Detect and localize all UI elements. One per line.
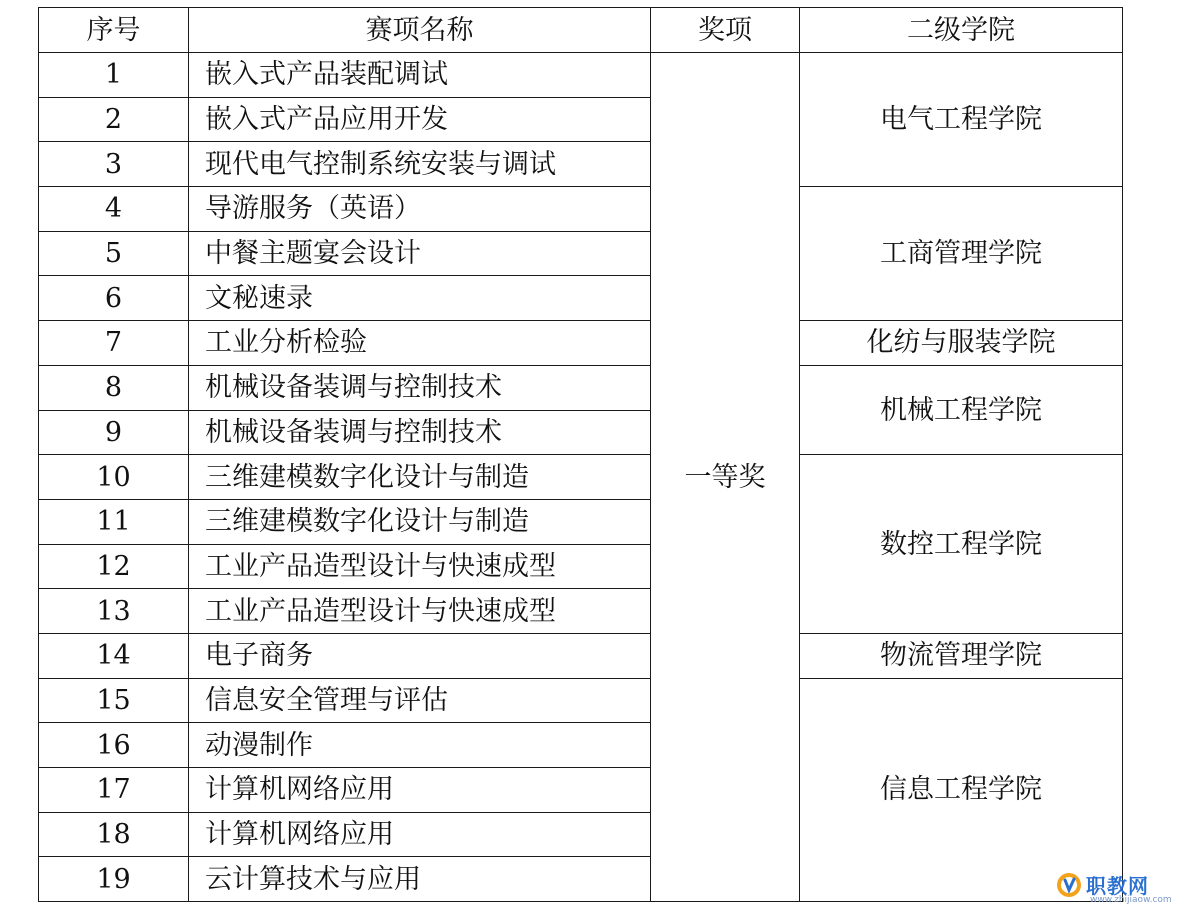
table-row (39, 365, 1123, 410)
event-name: 计算机网络应用 (189, 812, 651, 857)
header-award: 奖项 (651, 8, 800, 53)
table-row (39, 633, 1123, 678)
event-name: 导游服务（英语） (189, 187, 651, 232)
row-number: 16 (39, 723, 189, 768)
header-event-name: 赛项名称 (189, 8, 651, 53)
event-name: 工业分析检验 (189, 321, 651, 366)
brand-logo-icon (1056, 872, 1082, 898)
table-body (39, 53, 1123, 902)
event-name: 工业产品造型设计与快速成型 (189, 589, 651, 634)
watermark-url: www.zhijiaow.com (1090, 895, 1172, 905)
event-name: 现代电气控制系统安装与调试 (189, 142, 651, 187)
event-name: 电子商务 (189, 633, 651, 678)
event-name: 三维建模数字化设计与制造 (189, 455, 651, 500)
college-cell: 机械工程学院 (800, 365, 1123, 454)
row-number: 4 (39, 187, 189, 232)
row-number: 18 (39, 812, 189, 857)
row-number: 10 (39, 455, 189, 500)
event-name: 三维建模数字化设计与制造 (189, 499, 651, 544)
table-row (39, 321, 1123, 366)
row-number: 1 (39, 53, 189, 98)
event-name: 文秘速录 (189, 276, 651, 321)
row-number: 5 (39, 231, 189, 276)
event-name: 计算机网络应用 (189, 768, 651, 813)
table-row (39, 455, 1123, 500)
row-number: 12 (39, 544, 189, 589)
table-row (39, 187, 1123, 232)
row-number: 9 (39, 410, 189, 455)
row-number: 13 (39, 589, 189, 634)
row-number: 6 (39, 276, 189, 321)
row-number: 2 (39, 97, 189, 142)
table-row (39, 53, 1123, 98)
event-name: 中餐主题宴会设计 (189, 231, 651, 276)
header-no: 序号 (39, 8, 189, 53)
awards-table (38, 7, 1123, 902)
event-name: 机械设备装调与控制技术 (189, 365, 651, 410)
watermark (1056, 870, 1182, 906)
event-name: 嵌入式产品应用开发 (189, 97, 651, 142)
event-name: 嵌入式产品装配调试 (189, 53, 651, 98)
event-name: 工业产品造型设计与快速成型 (189, 544, 651, 589)
table-row (39, 678, 1123, 723)
header-college: 二级学院 (800, 8, 1123, 53)
college-cell: 工商管理学院 (800, 187, 1123, 321)
college-cell: 数控工程学院 (800, 455, 1123, 634)
event-name: 云计算技术与应用 (189, 857, 651, 902)
event-name: 信息安全管理与评估 (189, 678, 651, 723)
row-number: 19 (39, 857, 189, 902)
row-number: 8 (39, 365, 189, 410)
college-cell: 物流管理学院 (800, 633, 1123, 678)
watermark-brand: 职教网 (1086, 874, 1149, 898)
event-name: 机械设备装调与控制技术 (189, 410, 651, 455)
college-cell: 电气工程学院 (800, 53, 1123, 187)
header-row (39, 8, 1123, 53)
row-number: 7 (39, 321, 189, 366)
row-number: 11 (39, 499, 189, 544)
row-number: 17 (39, 768, 189, 813)
event-name: 动漫制作 (189, 723, 651, 768)
row-number: 3 (39, 142, 189, 187)
row-number: 14 (39, 633, 189, 678)
college-cell: 信息工程学院 (800, 678, 1123, 901)
award-cell: 一等奖 (651, 53, 800, 902)
row-number: 15 (39, 678, 189, 723)
college-cell: 化纺与服装学院 (800, 321, 1123, 366)
